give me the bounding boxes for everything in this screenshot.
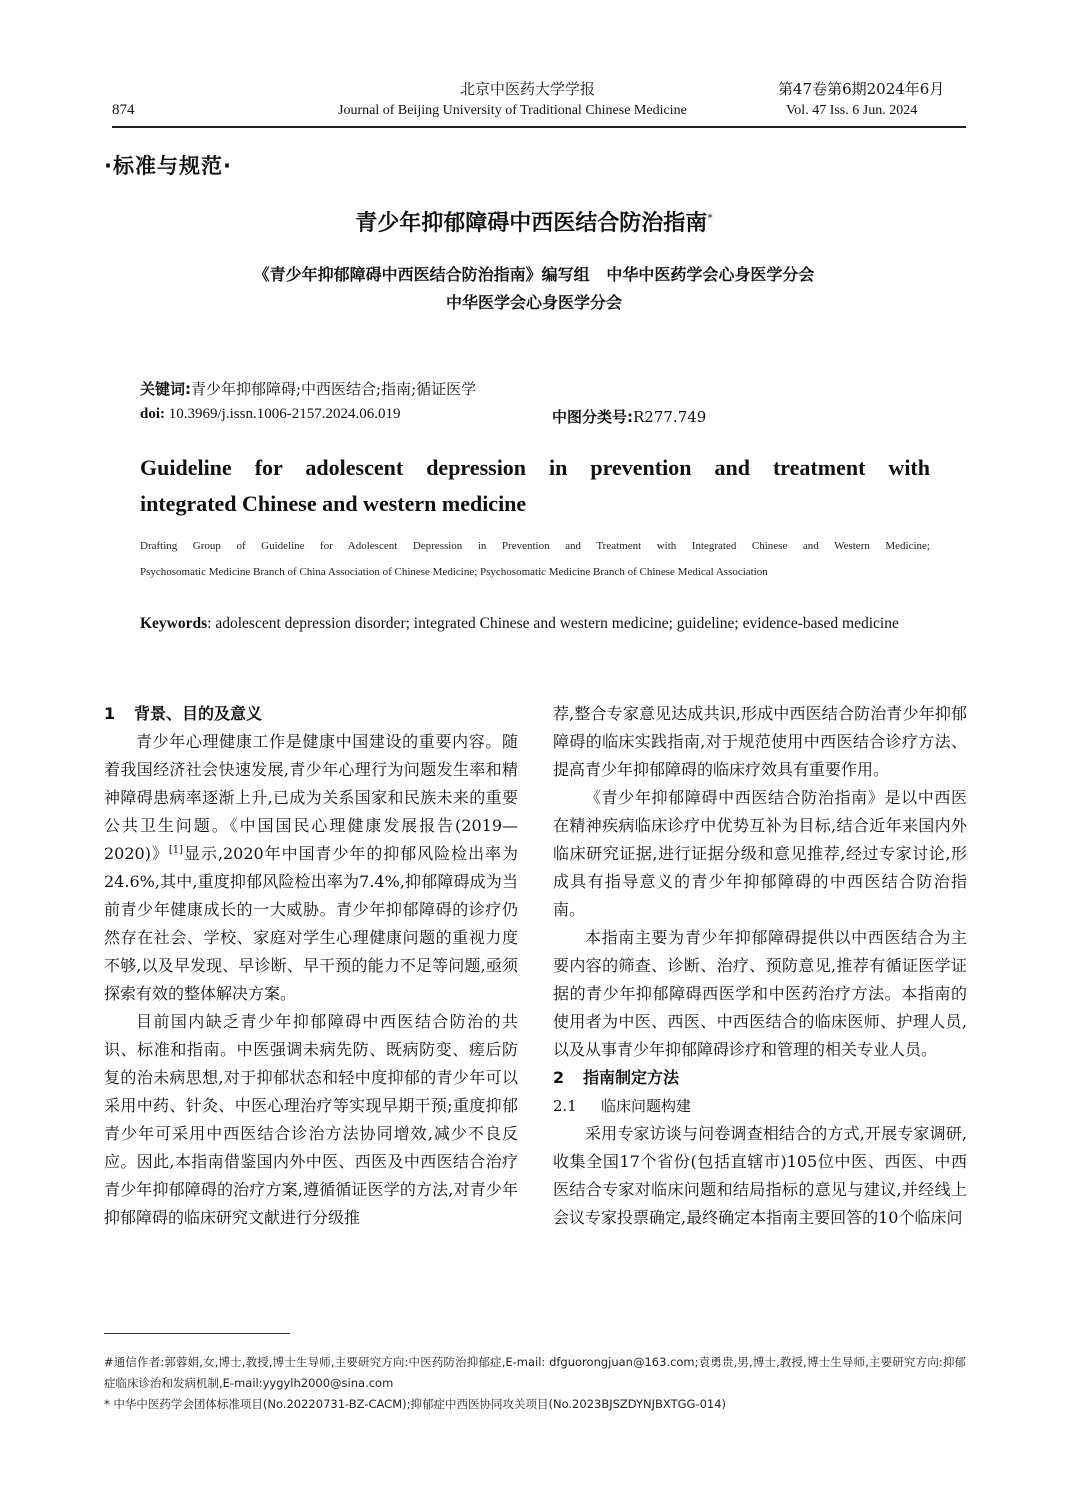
body-column-left <box>104 700 518 1232</box>
journal-name-en: Journal of Beijing University of Traditional Chinese Medicine <box>338 103 687 118</box>
subsection-title: 临床问题构建 <box>601 1097 692 1115</box>
page-number: 874 <box>112 102 135 118</box>
section-tag: ·标准与规范· <box>104 154 232 178</box>
doi-text: 10.3969/j.issn.1006-2157.2024.06.019 <box>168 406 401 422</box>
subsection-number: 2.1 <box>553 1097 577 1115</box>
footnote-rule <box>104 1333 290 1334</box>
article-title-cn <box>0 206 1068 237</box>
footnote-correspondence: #通信作者:郭蓉娟,女,博士,教授,博士生导师,主要研究方向:中医药防治抑郁症,E-mail: dfguorongjuan@163.com;袁勇贵,男,博士,教授,博士生导师,主要研究方向:抑郁症临床诊治和发病机制,E-mail:yygylh2000@sina.com <box>104 1355 966 1390</box>
authors-en-line2: Psychosomatic Medicine Branch of China Association of Chinese Medicine; Psychosomatic Medicine Branch of Chinese Medical Association <box>140 566 768 578</box>
title-cn-text: 青少年抑郁障碍中西医结合防治指南 <box>355 211 708 236</box>
journal-name-cn: 北京中医药大学学报 <box>460 80 596 98</box>
paragraph: 采用专家访谈与问卷调查相结合的方式,开展专家调研,收集全国17个省份(包括直辖市)105位中医、西医、中西医结合专家对临床问题和结局指标的意见与建议,并经线上会议专家投票确定,最终确定本指南主要回答的10个临床问 <box>553 1124 967 1227</box>
header-rule <box>112 126 966 128</box>
title-en-line1: Guideline for adolescent depression in prevention and treatment with <box>140 455 930 480</box>
issue-info-cn: 第47卷第6期2024年6月 <box>778 80 945 98</box>
section-heading-2 <box>553 1064 967 1092</box>
article-title-en <box>140 450 930 522</box>
issue-info-en: Vol. 47 Iss. 6 Jun. 2024 <box>786 103 918 118</box>
keywords-cn-text: 青少年抑郁障碍;中西医结合;指南;循证医学 <box>191 380 477 398</box>
keywords-en <box>140 608 930 639</box>
title-footnote-mark: * <box>707 211 713 225</box>
clc-label: 中图分类号: <box>552 408 633 426</box>
doi-label: doi: <box>140 406 166 422</box>
authors-cn-line1: 《青少年抑郁障碍中西医结合防治指南》编写组 中华中医药学会心身医学分会 <box>253 265 815 284</box>
section-heading-1 <box>104 700 518 728</box>
paragraph: 目前国内缺乏青少年抑郁障碍中西医结合防治的共识、标准和指南。中医强调未病先防、既病防变、瘥后防复的治未病思想,对于抑郁状态和轻中度抑郁的青少年可以采用中药、针灸、中医心理治疗等实现早期干预;重度抑郁青少年可采用中西医结合诊治方法协同增效,减少不良反应。因此,本指南借鉴国内外中医、西医及中西医结合治疗青少年抑郁障碍的治疗方案,遵循循证医学的方法,对青少年抑郁障碍的临床研究文献进行分级推 <box>104 1012 518 1227</box>
section-number: 1 <box>104 704 116 723</box>
classification-code <box>552 406 706 427</box>
keywords-en-label: Keywords <box>140 615 208 632</box>
keywords-cn <box>140 378 476 399</box>
section-number: 2 <box>553 1068 565 1087</box>
paragraph: 《青少年抑郁障碍中西医结合防治指南》是以中西医在精神疾病临床诊疗中优势互补为目标,结合近年来国内外临床研究证据,进行证据分级和意见推荐,经过专家讨论,形成具有指导意义的青少年抑郁障碍的中西医结合防治指南。 <box>553 788 967 919</box>
paragraph <box>104 728 518 1008</box>
paragraph-text: 青少年心理健康工作是健康中国建设的重要内容。随着我国经济社会快速发展,青少年心理行为问题发生率和精神障碍患病率逐渐上升,已成为关系国家和民族未来的重要公共卫生问题。《中国国民心理健康发展报告(2019—2020)》 <box>104 732 518 863</box>
paragraph-text: 显示,2020年中国青少年的抑郁风险检出率为24.6%,其中,重度抑郁风险检出率为7.4%,抑郁障碍成为当前青少年健康成长的一大威胁。青少年抑郁障碍的诊疗仍然存在社会、学校、家庭对学生心理健康问题的重视力度不够,以及早发现、早诊断、早干预的能力不足等问题,亟须探索有效的整体解决方案。 <box>104 844 518 1003</box>
paragraph: 本指南主要为青少年抑郁障碍提供以中西医结合为主要内容的筛查、诊断、治疗、预防意见,推荐有循证医学证据的青少年抑郁障碍西医学和中医药治疗方法。本指南的使用者为中医、西医、中西医结合的临床医师、护理人员,以及从事青少年抑郁障碍诊疗和管理的相关专业人员。 <box>553 928 967 1059</box>
body-column-right <box>553 700 967 1232</box>
subsection-heading-2-1 <box>553 1092 967 1120</box>
doi <box>140 406 400 423</box>
footnote-funding: * 中华中医药学会团体标准项目(No.20220731-BZ-CACM);抑郁症中西医协同攻关项目(No.2023BJSZDYNJBXTGG-014) <box>104 1397 727 1411</box>
authors-en-line1: Drafting Group of Guideline for Adolescent Depression in Prevention and Treatment with Integrated Chinese and Western Medicine; <box>140 540 930 552</box>
keywords-cn-label: 关键词: <box>140 380 191 398</box>
keywords-en-text: : adolescent depression disorder; integrated Chinese and western medicine; guideline; evidence-based medicine <box>207 615 899 632</box>
section-title: 指南制定方法 <box>583 1068 680 1087</box>
title-en-line2: integrated Chinese and western medicine <box>140 491 527 516</box>
citation-ref: [1] <box>168 844 184 856</box>
paragraph-continued: 荐,整合专家意见达成共识,形成中西医结合防治青少年抑郁障碍的临床实践指南,对于规范使用中西医结合诊疗方法、提高青少年抑郁障碍的临床疗效具有重要作用。 <box>553 704 967 779</box>
authors-cn-line2: 中华医学会心身医学分会 <box>445 293 622 312</box>
section-title: 背景、目的及意义 <box>134 704 263 723</box>
clc-text: R277.749 <box>633 408 707 426</box>
